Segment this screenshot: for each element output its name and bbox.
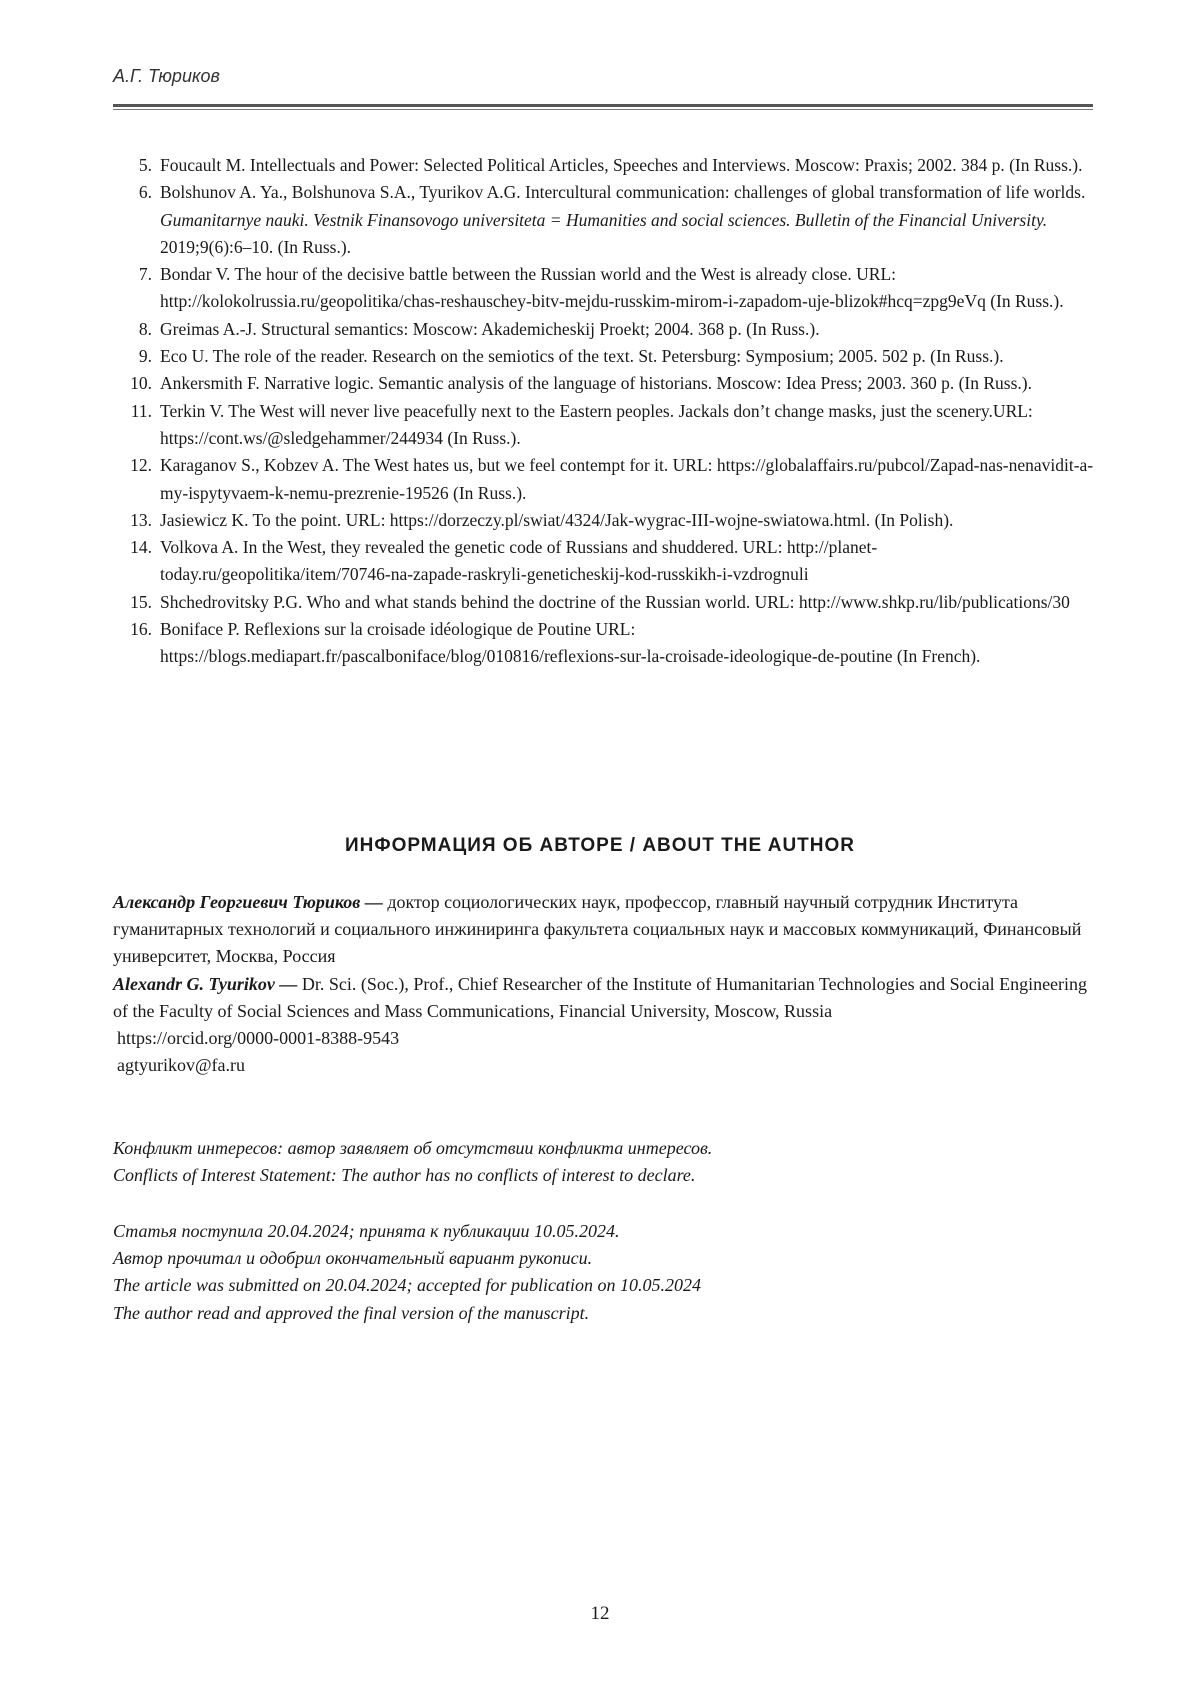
author-en bbox=[113, 971, 1098, 1025]
reference-item bbox=[120, 589, 1095, 616]
reference-list bbox=[120, 152, 1095, 671]
reference-item bbox=[120, 343, 1095, 370]
reference-text: Foucault M. Intellectuals and Power: Selected Political Articles, Speeches and Interviews. Moscow: Praxis; 2002. 384 p. (In Russ.). bbox=[160, 155, 1082, 175]
reference-number: 5. bbox=[120, 152, 152, 179]
reference-text: Ankersmith F. Narrative logic. Semantic analysis of the language of historians. Moscow: Idea Press; 2003. 360 p. (In Russ.). bbox=[160, 373, 1032, 393]
reference-number: 6. bbox=[120, 179, 152, 206]
page-number: 12 bbox=[0, 1603, 1200, 1625]
author-info bbox=[113, 889, 1098, 1079]
header-rule bbox=[113, 104, 1093, 107]
reference-item bbox=[120, 616, 1095, 671]
reference-item bbox=[120, 370, 1095, 397]
reference-item bbox=[120, 179, 1095, 261]
reference-number: 15. bbox=[120, 589, 152, 616]
reference-text: 2019;9(6):6–10. (In Russ.). bbox=[160, 237, 351, 257]
reference-number: 16. bbox=[120, 616, 152, 643]
reference-item bbox=[120, 316, 1095, 343]
reference-text: Bondar V. The hour of the decisive battle between the Russian world and the West is already close. URL: http://kolokolrussia.ru/geopolitika/chas-reshauschey-bitv-mejdu-russkim-mirom-i-zapadom-uje-blizok#hcq=zpg9eVq (In Russ.). bbox=[160, 264, 1064, 311]
reference-item bbox=[120, 452, 1095, 507]
about-author-heading: ИНФОРМАЦИЯ ОБ АВТОРЕ / ABOUT THE AUTHOR bbox=[0, 835, 1200, 857]
running-head: А.Г. Тюриков bbox=[113, 66, 220, 87]
conflict-ru: Конфликт интересов: автор заявляет об отсутствии конфликта интересов. bbox=[113, 1135, 1098, 1162]
author-ru-name: Александр Георгиевич Тюриков — bbox=[113, 892, 383, 912]
author-en-desc: Dr. Sci. (Soc.), Prof., Chief Researcher of the Institute of Humanitarian Technologies and Social Engineering of the Faculty of Social Sciences and Mass Communications, Financial University, Moscow, Russia bbox=[113, 974, 1087, 1021]
dates-ru-approved: Автор прочитал и одобрил окончательный вариант рукописи. bbox=[113, 1245, 1098, 1272]
dates-en-approved: The author read and approved the final version of the manuscript. bbox=[113, 1300, 1098, 1327]
dates-en-received: The article was submitted on 20.04.2024; accepted for publication on 10.05.2024 bbox=[113, 1272, 1098, 1299]
reference-number: 14. bbox=[120, 534, 152, 561]
reference-text: Boniface P. Reflexions sur la croisade idéologique de Poutine URL: https://blogs.mediapart.fr/pascalboniface/blog/010816/reflexions-sur-la-croisade-ideologique-de-poutine (In French). bbox=[160, 619, 980, 666]
reference-text: Bolshunov A. Ya., Bolshunova S.A., Tyurikov A.G. Intercultural communication: challenges of global transformation of life worlds. bbox=[160, 182, 1085, 202]
conflict-en: Conflicts of Interest Statement: The author has no conflicts of interest to declare. bbox=[113, 1162, 1098, 1189]
reference-number: 12. bbox=[120, 452, 152, 479]
article-dates bbox=[113, 1218, 1098, 1327]
reference-number: 8. bbox=[120, 316, 152, 343]
author-en-name: Alexandr G. Tyurikov — bbox=[113, 974, 297, 994]
reference-text: Volkova A. In the West, they revealed the genetic code of Russians and shuddered. URL: http://planet-today.ru/geopolitika/item/70746-na-zapade-raskryli-geneticheskij-kod-russkikh-i-vzdrognuli bbox=[160, 537, 877, 584]
author-ru bbox=[113, 889, 1098, 971]
reference-text: Jasiewicz K. To the point. URL: https://dorzeczy.pl/swiat/4324/Jak-wygrac-III-wojne-swiatowa.html. (In Polish). bbox=[160, 510, 953, 530]
reference-text: Karaganov S., Kobzev A. The West hates us, but we feel contempt for it. URL: https://globalaffairs.ru/pubcol/Zapad-nas-nenavidit-a-my-ispytyvaem-k-nemu-prezrenie-19526 (In Russ.). bbox=[160, 455, 1093, 502]
reference-number: 10. bbox=[120, 370, 152, 397]
reference-text: Shchedrovitsky P.G. Who and what stands behind the doctrine of the Russian world. URL: http://www.shkp.ru/lib/publications/30 bbox=[160, 592, 1070, 612]
reference-journal-title: Gumanitarnye nauki. Vestnik Finansovogo universiteta = Humanities and social sciences. Bulletin of the Financial University. bbox=[160, 210, 1047, 230]
reference-item bbox=[120, 398, 1095, 453]
reference-text: Greimas A.-J. Structural semantics: Moscow: Akademicheskij Proekt; 2004. 368 p. (In Russ.). bbox=[160, 319, 820, 339]
reference-number: 13. bbox=[120, 507, 152, 534]
author-orcid: https://orcid.org/0000-0001-8388-9543 bbox=[113, 1025, 1098, 1052]
reference-number: 9. bbox=[120, 343, 152, 370]
reference-text: Terkin V. The West will never live peacefully next to the Eastern peoples. Jackals don’t change masks, just the scenery.URL: https://cont.ws/@sledgehammer/244934 (In Russ.). bbox=[160, 401, 1033, 448]
reference-item bbox=[120, 534, 1095, 589]
author-ru-desc: доктор социологических наук, профессор, главный научный сотрудник Института гуманитарных технологий и социального инжиниринга факультета социальных наук и массовых коммуникаций, Финансовый университет, Москва, Россия bbox=[113, 892, 1081, 966]
reference-item bbox=[120, 507, 1095, 534]
reference-text: Eco U. The role of the reader. Research on the semiotics of the text. St. Petersburg: Symposium; 2005. 502 p. (In Russ.). bbox=[160, 346, 1004, 366]
conflict-statement bbox=[113, 1135, 1098, 1189]
reference-item bbox=[120, 261, 1095, 316]
reference-number: 11. bbox=[120, 398, 152, 425]
dates-ru-received: Статья поступила 20.04.2024; принята к публикации 10.05.2024. bbox=[113, 1218, 1098, 1245]
header-rule-thin bbox=[113, 109, 1093, 110]
reference-item bbox=[120, 152, 1095, 179]
reference-number: 7. bbox=[120, 261, 152, 288]
author-email: agtyurikov@fa.ru bbox=[113, 1052, 1098, 1079]
